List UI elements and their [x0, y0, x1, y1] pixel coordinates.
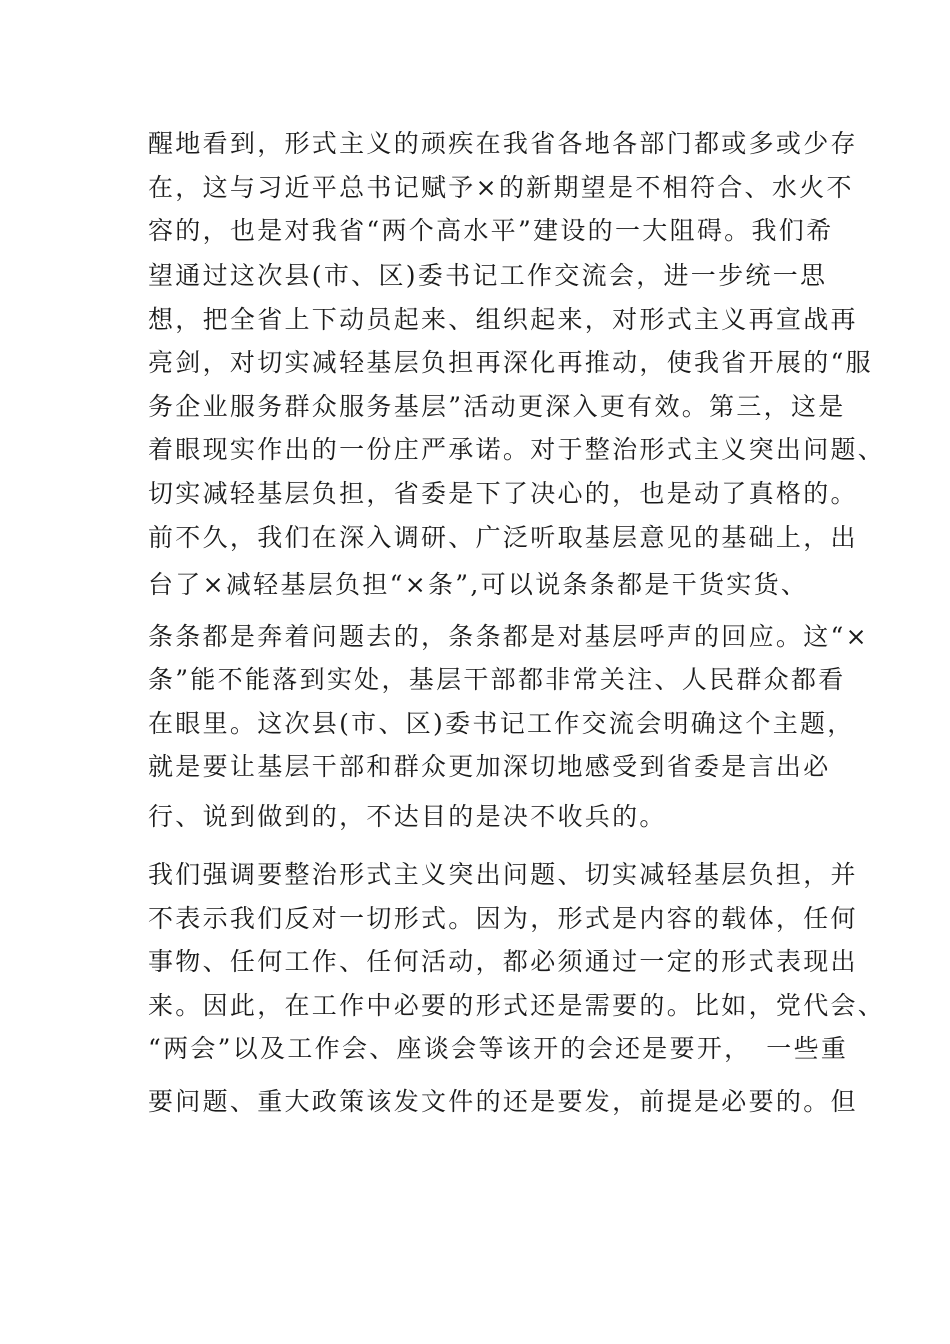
- text-line: 前不久，我们在深入调研、广泛听取基层意见的基础上，出: [148, 523, 858, 552]
- text-line: 在，这与习近平总书记赋予×的新期望是不相符合、水火不: [148, 173, 854, 202]
- text-line: 要问题、重大政策该发文件的还是要发，前提是必要的。但: [148, 1087, 858, 1116]
- text-line: 来。因此，在工作中必要的形式还是需要的。比如，党代会、: [148, 991, 886, 1020]
- text-line: 不表示我们反对一切形式。因为，形式是内容的载体，任何: [148, 904, 858, 933]
- text-line: 行、说到做到的，不达目的是决不收兵的。: [148, 802, 667, 831]
- text-line: 就是要让基层干部和群众更加深切地感受到省委是言出必: [148, 752, 831, 781]
- text-line: 亮剑，对切实减轻基层负担再深化再推动，使我省开展的“服: [148, 348, 873, 377]
- text-line: 着眼现实作出的一份庄严承诺。对于整治形式主义突出问题、: [148, 435, 886, 464]
- text-line: 想，把全省上下动员起来、组织起来，对形式主义再宣战再: [148, 305, 858, 334]
- text-line: 事物、任何工作、任何活动，都必须通过一定的形式表现出: [148, 947, 858, 976]
- text-line: “两会”以及工作会、座谈会等该开的会还是要开， 一些重: [148, 1034, 849, 1063]
- text-line: 容的，也是对我省“两个高水平”建设的一大阻碍。我们希: [148, 216, 834, 245]
- text-line: 醒地看到，形式主义的顽疾在我省各地各部门都或多或少存: [148, 129, 858, 158]
- text-line: 条”能不能落到实处，基层干部都非常关注、人民群众都看: [148, 665, 846, 694]
- text-line: 望通过这次县(市、区)委书记工作交流会，进一步统一思: [148, 261, 828, 290]
- text-line: 我们强调要整治形式主义突出问题、切实减轻基层负担，并: [148, 860, 858, 889]
- text-line: 条条都是奔着问题去的，条条都是对基层呼声的回应。这“×: [148, 622, 869, 651]
- text-line: 台了×减轻基层负担“×条”,可以说条条都是干货实货、: [148, 570, 809, 599]
- text-line: 务企业服务群众服务基层”活动更深入更有效。第三，这是: [148, 392, 846, 421]
- text-line: 切实减轻基层负担，省委是下了决心的，也是动了真格的。: [148, 479, 858, 508]
- text-line: 在眼里。这次县(市、区)委书记工作交流会明确这个主题，: [148, 709, 855, 738]
